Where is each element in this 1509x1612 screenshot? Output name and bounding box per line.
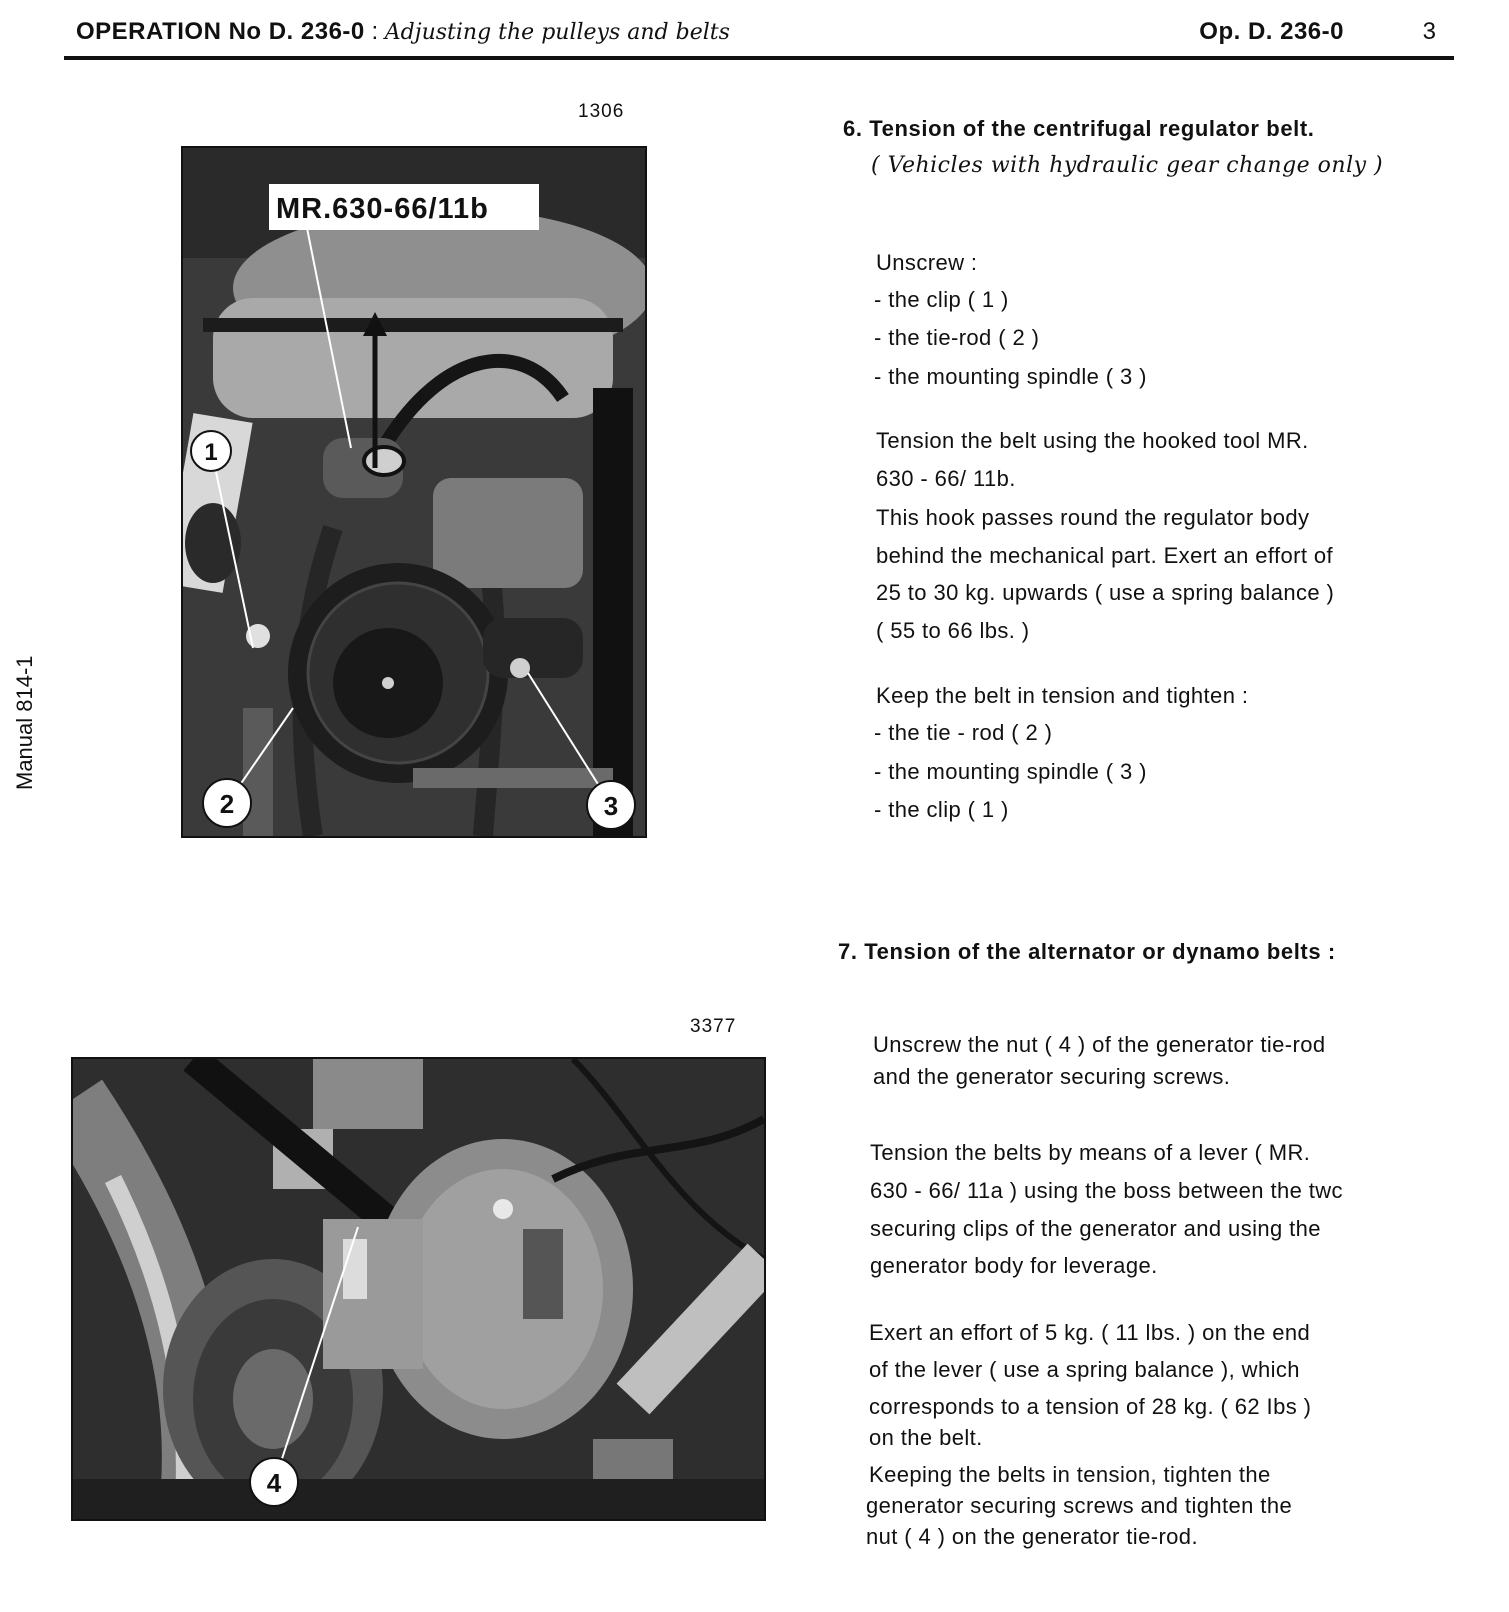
figure-1-reference: 1306 [578,101,625,122]
section-6-line: ( 55 to 66 lbs. ) [876,618,1030,643]
section-6-line: - the tie-rod ( 2 ) [874,325,1040,350]
section-6-line: Tension the belt using the hooked tool MR. [876,428,1309,453]
figure-2-photo [71,1057,766,1521]
alternator-belt-photo [73,1059,764,1519]
section-6-line: - the clip ( 1 ) [874,287,1009,312]
figure-2-reference: 3377 [690,1016,737,1037]
section-7-line: Unscrew the nut ( 4 ) of the generator tie-rod [873,1032,1326,1057]
section-6-line: - the tie - rod ( 2 ) [874,720,1053,745]
section-7-line: on the belt. [869,1425,983,1450]
section-7-line: securing clips of the generator and using the [870,1216,1321,1241]
section-7-line: Tension the belts by means of a lever ( MR. [870,1140,1311,1165]
section-6-line: Unscrew : [876,250,978,275]
section-7-line: Keeping the belts in tension, tighten the [869,1462,1271,1487]
operation-title: Adjusting the pulleys and belts [384,20,730,45]
section-6-line: Keep the belt in tension and tighten : [876,683,1249,708]
section-6-line: - the mounting spindle ( 3 ) [874,759,1147,784]
section-6-line: behind the mechanical part. Exert an effort of [876,543,1334,568]
section-6-line: 630 - 66/ 11b. [876,466,1016,491]
header-separator: : [364,18,385,45]
manual-side-label: Manual 814-1 [12,655,37,790]
section-6-line: This hook passes round the regulator body [876,505,1310,530]
figure-1-photo [181,146,647,838]
section-6-line: - the clip ( 1 ) [874,797,1009,822]
regulator-belt-photo [183,148,645,836]
callout-3: 3 [603,791,619,821]
page-header [64,8,1454,60]
section-6-title: 6. Tension of the centrifugal regulator belt. [843,116,1315,141]
callout-4: 4 [266,1468,282,1498]
tool-label: MR.630-66/11b [276,193,489,225]
section-7-line: 630 - 66/ 11a ) using the boss between the twc [870,1178,1343,1203]
section-6-subtitle: ( Vehicles with hydraulic gear change only ) [871,153,1384,178]
operation-number: OPERATION No D. 236-0 [76,18,365,45]
operation-reference: Op. D. 236-0 [1199,18,1344,45]
page-number: 3 [1422,18,1436,45]
section-7-line: corresponds to a tension of 28 kg. ( 62 Ibs ) [869,1394,1312,1419]
section-7-title: 7. Tension of the alternator or dynamo belts : [838,939,1336,964]
section-6-line: - the mounting spindle ( 3 ) [874,364,1147,389]
section-7-line: nut ( 4 ) on the generator tie-rod. [866,1524,1198,1549]
callout-2: 2 [219,789,235,819]
section-7-line: and the generator securing screws. [873,1064,1231,1089]
section-7-line: of the lever ( use a spring balance ), which [869,1357,1300,1382]
section-7-line: Exert an effort of 5 kg. ( 11 lbs. ) on the end [869,1320,1311,1345]
section-7-line: generator body for leverage. [870,1253,1158,1278]
section-7-line: generator securing screws and tighten the [866,1493,1293,1518]
callout-1: 1 [204,439,218,466]
header-title [76,18,730,46]
section-6-line: 25 to 30 kg. upwards ( use a spring balance ) [876,580,1335,605]
